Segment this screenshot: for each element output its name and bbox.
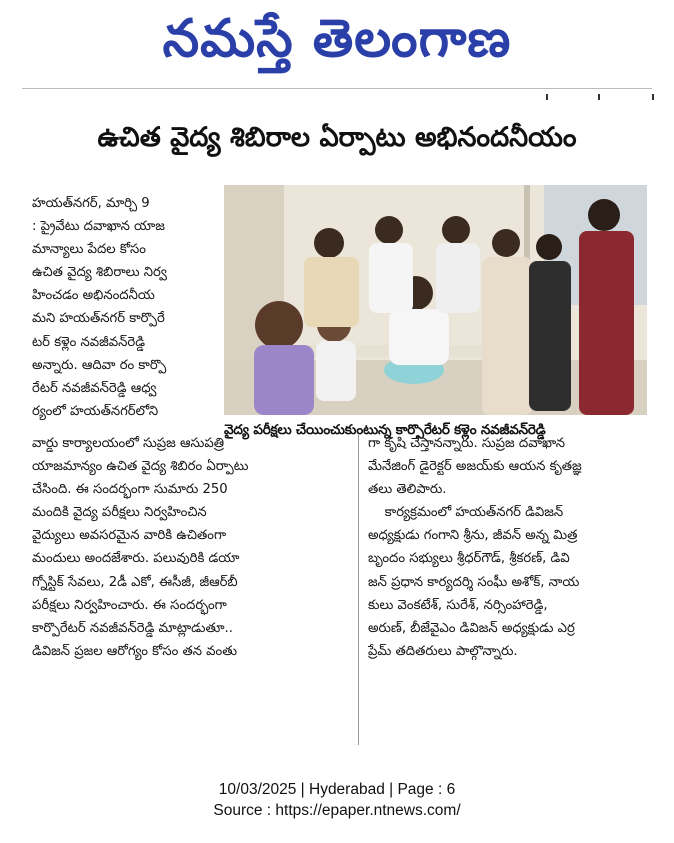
article-line: చేసింది. ఈ సందర్భంగా సుమారు 250 [32,482,228,498]
photo-caption: వైద్య పరీక్షలు చేయించుకుంటున్న కార్పొరేటర్ కళ్లెం నవజీవన్‌రెడ్డి [224,422,546,438]
article-line: గా కృషి చేస్తానన్నారు. సుప్రజ దవాఖాన [368,436,566,451]
article-line: కులు వెంకటేశ్, సురేశ్, నర్సింహారెడ్డి, [368,597,548,613]
article-line: ప్రేమ్ తదితరులు పాల్గొన్నారు. [368,643,518,659]
article-line: హించడం అభినందనీయ [32,288,155,304]
article-line: మని హయత్‌నగర్ కార్పొరే [32,311,165,327]
masthead-rule [22,88,652,89]
article-line: మందులు అందజేశారు. పలువురికి డయా [32,551,240,567]
article-headline: ఉచిత వైద్య శిబిరాల ఏర్పాటు అభినందనీయం [97,122,577,153]
article-line: టర్ కళ్లెం నవజీవన్‌రెడ్డి [32,334,145,350]
masthead [0,0,674,82]
article-line: కార్పొరేటర్ నవజీవన్‌రెడ్డి మాట్లాడుతూ.. [32,620,233,636]
newspaper-title: నమస్తే తెలంగాణ [162,9,512,69]
rule-tick [546,94,548,100]
article-line: ర్యంలో హయత్‌నగర్‌లోని [32,403,159,419]
footer-source: Source : https://epaper.ntnews.com/ [213,802,461,819]
article-photo [224,185,647,415]
article-line: వైద్యులు అవసరమైన వారికి ఉచితంగా [32,528,227,544]
footer-date-page: 10/03/2025 | Hyderabad | Page : 6 [218,781,456,798]
article-line: కార్యక్రమంలో హయత్‌నగర్ డివిజన్ [368,505,564,521]
article-line: యాజమాన్యం ఉచిత వైద్య శిబిరం ఏర్పాటు [32,459,249,475]
article-line: అధ్యక్షుడు గంగాని శ్రీను, జీవన్ అన్న మిత్ర [368,528,578,544]
article-line: తలు తెలిపారు. [368,482,447,498]
article-line: మాన్యాలు పేదల కోసం [32,242,146,258]
rule-tick [598,94,600,100]
article-column-left [32,432,350,663]
article-line: మేనేజింగ్ డైరెక్టర్ అజయ్‌కు ఆయన కృతజ్ఞ [368,459,582,475]
photo-illustration [224,185,647,415]
article-line: డివిజన్ ప్రజల ఆరోగ్యం కోసం తన వంతు [32,643,238,659]
article-line: గ్నోస్టిక్ సేవలు, 2డీ ఎకో, ఈసీజీ, జీఆర్‌బీ [32,574,238,590]
article-line: బృందం సభ్యులు శ్రీధర్‌గౌడ్, శ్రీకరణ్, డివి [368,551,570,567]
article-line: రేటర్ నవజీవన్‌రెడ్డి ఆధ్వ [32,380,157,396]
article-line: అరుణ్, బీజేవైఎం డివిజన్ అధ్యక్షుడు ఎర్ర [368,620,575,636]
article-line: ఉచిత వైద్య శిబిరాలు నిర్వ [32,265,167,281]
article-line: మందికి వైద్య పరీక్షలు నిర్వహించిన [32,505,207,521]
article-line: అన్నారు. ఆదివా రం కార్పొ [32,357,167,373]
rule-tick [652,94,654,100]
article-column-right [368,432,646,663]
article-line: : ప్రైవేటు దవాఖాన యాజ [32,219,165,235]
article-line: పరీక్షలు నిర్వహించారు. ఈ సందర్భంగా [32,597,227,613]
article-line: జన్ ప్రధాన కార్యదర్శి సంఘీ అశోక్, నాయ [368,574,580,590]
article-line: హయత్‌నగర్, మార్చి 9 [32,196,150,211]
article-line: వార్డు కార్యాలయంలో సుప్రజ ఆసుపత్రి [32,436,225,451]
column-divider [358,435,359,745]
